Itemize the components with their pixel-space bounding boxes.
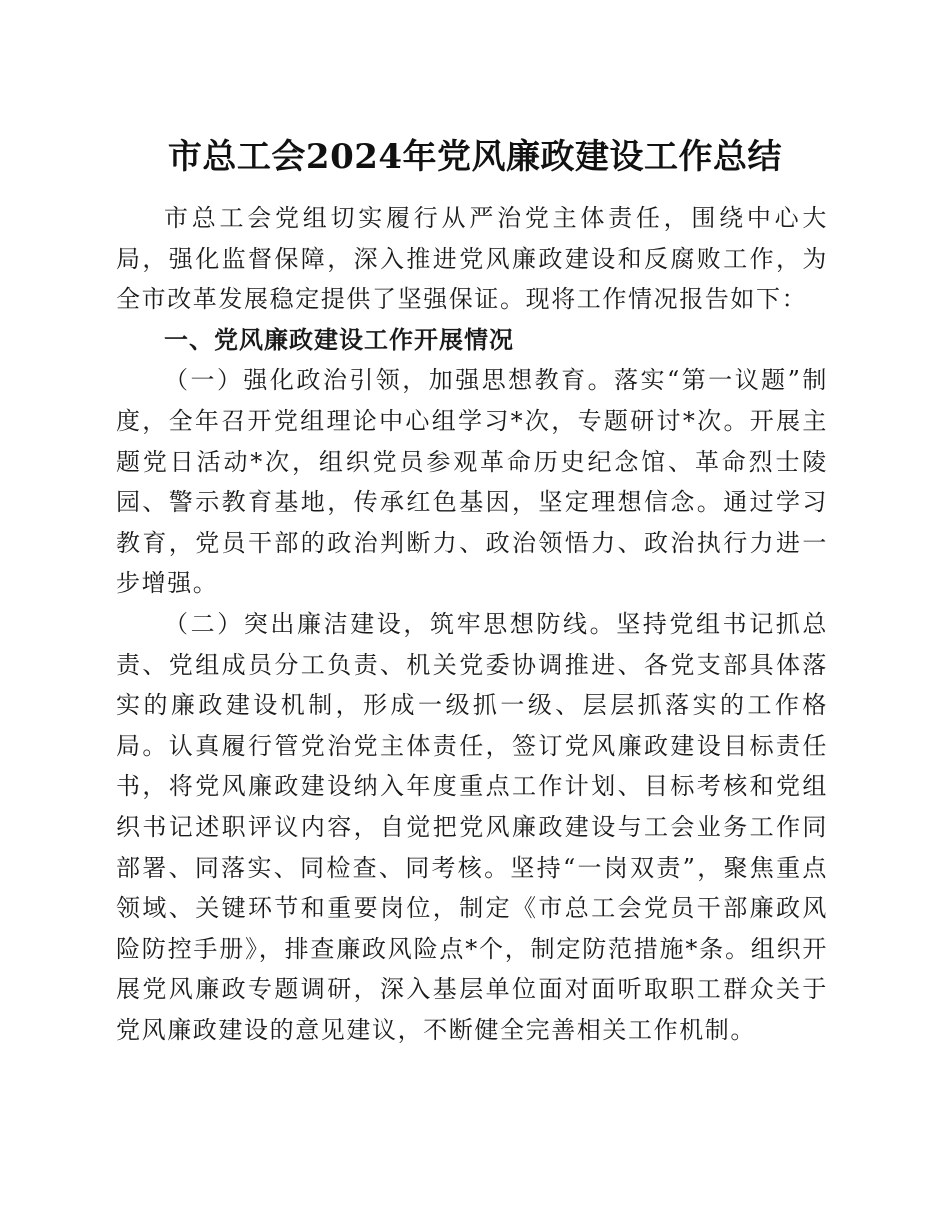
document-body [116, 198, 828, 1050]
body-paragraph: （一）强化政治引领，加强思想教育。落实“第一议题”制度，全年召开党组理论中心组学习*次，专题研讨*次。开展主题党日活动*次，组织党员参观革命历史纪念馆、革命烈士陵园、警示教育基地，传承红色基因，坚定理想信念。通过学习教育，党员干部的政治判断力、政治领悟力、政治执行力进一步增强。 [116, 366, 828, 598]
intro-paragraph: 市总工会党组切实履行从严治党主体责任，围绕中心大局，强化监督保障，深入推进党风廉政建设和反腐败工作，为全市改革发展稳定提供了坚强保证。现将工作情况报告如下： [116, 204, 828, 314]
body-paragraph: （二）突出廉洁建设，筑牢思想防线。坚持党组书记抓总责、党组成员分工负责、机关党委协调推进、各党支部具体落实的廉政建设机制，形成一级抓一级、层层抓落实的工作格局。认真履行管党治党主体责任，签订党风廉政建设目标责任书，将党风廉政建设纳入年度重点工作计划、目标考核和党组织书记述职评议内容，自觉把党风廉政建设与工会业务工作同部署、同落实、同检查、同考核。坚持“一岗双责”，聚焦重点领域、关键环节和重要岗位，制定《市总工会党员干部廉政风险防控手册》，排查廉政风险点*个，制定防范措施*条。组织开展党风廉政专题调研，深入基层单位面对面听取职工群众关于党风廉政建设的意见建议，不断健全完善相关工作机制。 [116, 609, 828, 1044]
document-title: 市总工会2024年党风廉政建设工作总结 [167, 137, 783, 177]
section-heading: 一、党风廉政建设工作开展情况 [164, 325, 514, 354]
